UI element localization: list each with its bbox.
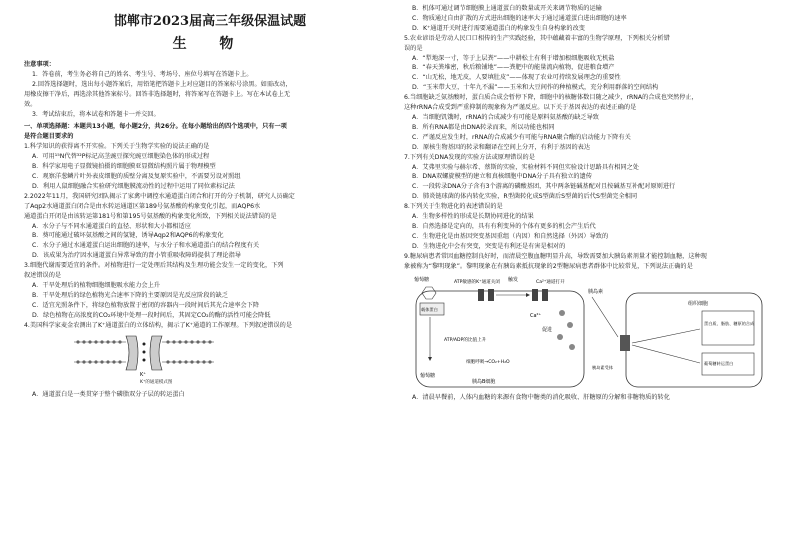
question-option: C．水分子通过水通道蛋白运出细胞的速率，与水分子和水通道蛋白的结合程度有关 [32,242,260,250]
trigger-label: 触发 [508,277,519,284]
signal-arrow [632,345,700,363]
ca-channel-left [532,289,538,301]
ca-open-label: Ca²⁺通道打开 [536,280,565,286]
insulin-diagram [412,273,772,391]
k-channel-figure [24,332,396,388]
question-stem: 1.科学知识的获得离不开实验。下列关于生物学实验的说法正确的是 [24,143,210,151]
exam-title: 邯郸市2023届高三年级保温试题 [113,14,307,29]
question-option: C．观察洋葱鳞片叶外表皮细胞的质壁分离及复原实验中，不需要另设对照组 [32,172,241,180]
question-option: A．“犁地深一寸，等于上层粪”——中耕松土有利于增加根细胞吸收无机盐 [412,54,615,62]
ca-label: Ca²⁺ [530,313,542,320]
ca-channel-right [542,289,548,301]
notice-item: 3．考试结束后，将本试卷和答题卡一并交回。 [32,110,160,118]
synthesis-box [702,311,754,345]
question-option: A．当细胞饥饿时，rRNA的合成减少有可能是原料氨基酸的缺乏导致 [412,113,599,121]
question-option: A．水分子与不同水通道蛋白的直径、形状和大小都相适应 [32,222,191,230]
metabolism-label: 细胞呼吸→CO₂+H₂O [466,360,510,366]
arrowhead [428,357,432,361]
question-option: B．所有RNA都是由DNA转录而来，所以功能也相同 [412,123,555,131]
glucose-bottom-label: 葡萄糖 [420,373,436,380]
question-option: D．原核生物基因的转录和翻译在空间上分开，有利于基因的表达 [412,143,591,151]
question-option: A．可用¹⁵N代替³²P标记高茎豌豆探究豌豆细胞染色体的形成过程 [32,153,210,161]
notice-item: 效。 [24,100,37,108]
question-option: D．K⁺通道开关时进行需要通道蛋白的构象发生自身构象的改变 [412,24,585,32]
question-stem: 4.美国科学家麦金农测出了K⁺通道蛋白的立体结构，揭示了K⁺通道的工作原理。下列叙述错误的是 [24,321,293,329]
question-option: D．肺炎链球菌的体内转化实验，R型菌转化成S型菌后S型菌的后代S型菌完全相同 [412,193,638,201]
glucose-left-label: 葡萄糖 [414,277,430,284]
k-channel-diagram [74,332,214,378]
question-option: C．严谨反应发生时，rRNA的合成减少有可能与RNA聚合酶的启动能力下降有关 [412,133,631,141]
receptor-label: 胰岛素受体 [592,365,613,371]
glucose-hexagon-icon [422,287,436,299]
question-option: A．清晨早餐前，人体内血糖的来源有食物中糖类的消化吸收、肝糖原的分解和非糖物质的转化 [412,394,670,402]
question-option: C．“山无松，地无皮，人要填肚皮”——体现了农业可持续发展理念的重要性 [412,74,621,82]
transporter-label: 载体蛋白 [421,307,438,313]
question-option: A．艾弗里实验与赫尔希、蔡斯的实验，实验材料不同但实验设计思路具有相同之处 [412,163,639,171]
question-option: C．适宜光照条件下，将绿色植物放置于密闭的容器内一段时间后其光合速率会下降 [32,301,260,309]
atp-k-label: ATP敏感的K⁺通道关闭 [454,280,500,286]
notice-item: 用橡皮擦干净后，再选涂其他答案标号。回答非选择题时，将答案写在答题卡上。写在本试卷上无 [24,90,291,98]
question-option: B．自然选择是定向的，具有有利变异的个体有更多的机会产生后代 [412,222,596,230]
question-stem: 3.细胞代谢需要适宜的条件。对植物进行一定处理后其结构及生理功能会发生一定的变化，下列 [24,262,284,270]
insulin-arrow [592,297,618,337]
atp-adp-label: ATP/ADP的比值上升 [444,338,487,344]
question-option: B．科学家用电子显微镜拍摄的细胞膜亚显微结构照片属于物理模型 [32,163,216,171]
question-stem: 了Aqp2水通道蛋白闭合是由水转运通道区第189号氨基酸的构象变化引起，而AQP6水 [24,202,261,210]
k-ions [143,343,146,362]
question-option: D．“玉米带大豆，十年九不漏”——玉米和大豆间作的种植模式，充分利用群落的空间结构 [412,84,659,92]
k-ion-label: K⁺ [140,372,146,379]
question-stem: 9.糖尿病患者常因血糖控制良好时，而清晨空腹血糖明显升高，导致需要加大胰岛素剂量才能控制血糖，这种现 [404,252,707,260]
section-heading: 是符合题目要求的 [24,133,74,141]
question-option: B．葵可能通过破坏氨基酸之间的氢键，诱导Aqp2和AQP6的构象变化 [32,232,224,240]
question-option: D．绿色植物在高浓度的CO₂环境中处理一段时间后，其固定CO₂的酶的活性可能会降低 [32,311,271,319]
question-option: A．干旱处理后的植物细胞细胞吸水能力会上升 [32,281,160,289]
question-option: A．生物多样性的形成是长期协同进化的结果 [412,213,534,221]
figure-caption: K⁺的通道模式图 [140,380,173,386]
b-cell-label: 胰岛B细胞 [472,379,496,386]
question-stem: 误的是 [404,44,423,52]
question-option: B．“春天粪堆密，秋后粮铺地”——粪肥中的能量流向植物，促进粮食增产 [412,64,615,72]
question-option: D．该成果为治疗因水通道蛋白异常导致的肾小管重吸收障碍提供了理论指导 [32,252,241,260]
arrowhead [526,293,530,297]
section-heading: 一、单项选择题：本题共13小题，每小题2分，共26分。在每小题给出的四个选项中，只有一项 [24,123,287,131]
question-option: A．通道蛋白是一类贯穿于整个磷脂双分子层的转运蛋白 [32,391,185,399]
question-stem: 这种rRNA合成受到严重抑制的现象称为严谨反应。以下关于基因表达的表述正确的是 [404,104,637,112]
question-stem: 7.下列有关DNA发现的实验方法或原理错误的是 [404,153,535,161]
notice-item: 1．答卷前，考生务必将自己的姓名、考生号、考场号、座位号填写在答题卡上。 [32,70,253,78]
right-column [404,4,782,403]
question-option: B．DNA双螺旋模型的建立和真核细胞中DNA分子具有独立的遗传 [412,173,592,181]
glut-label: 葡萄糖转运蛋白 [704,361,734,367]
question-stem: 6.当细胞缺乏氨基酸时，蛋白质合成会暂停下降，细胞中的核糖体数目随之减少，rRNA的合成也突然停止， [404,94,698,102]
question-option: B．干旱处理后的绿色植物光合速率下降的主要原因是光反应阶段的缺乏 [32,291,229,299]
k-channel-left [478,289,484,301]
question-option: C．物质通过自由扩散的方式进出细胞的速率大于通过通道蛋白进出细胞的速率 [412,14,627,22]
k-channel-right [488,289,494,301]
promote-label: 促进 [542,327,553,334]
insulin-label: 胰岛素 [588,289,604,296]
question-stem: 通道蛋白开闭是由该转运第181号和第195号氨基酸的构象变化所致，下列相关说法错误的是 [24,212,277,220]
notice-heading: 注意事项： [24,61,55,68]
question-option: C．一段转录DNA分子含有3个游离的磷酸基团，其中两条链碱基配对且按碱基互补配对原则进行 [412,183,676,191]
question-stem: 5.农业谚语是劳动人民口口相传的生产实践经验，其中蕴藏着丰富的生物学原理，下列相关分析错 [404,34,670,42]
question-option: D．利用人鼠细胞融合实验研究细胞膜流动性的过程中运用了同位素标记法 [32,182,235,190]
question-stem: 2.2022年11月，我国研究团队揭示了家禽中调控水通道蛋白闭合和打开的分子机制，研究人员确定 [24,192,295,200]
question-option: C．生物进化是由基因突变基因重组（内因）和自然选择（外因）导致的 [412,232,609,240]
insulin-receptor [620,335,630,351]
question-stem: 8.下列关于生物进化的表述错误的是 [404,203,503,211]
insulin-vesicles [557,310,575,350]
question-option: D．生物进化中会有突变，突变是有利还是有害是相对的 [412,242,566,250]
insulin-secretion-figure [404,273,782,391]
tissue-label: 组织细胞 [688,301,709,308]
question-option: B．机体可通过调节细胞膜上通道蛋白的数量或开关来调节物质的运输 [412,5,602,12]
question-stem: 叙述错误的是 [24,272,62,280]
synthesis-label: 蛋白质、脂肪、糖原的合成 [704,321,755,327]
question-stem: 象被称为“黎明现象”。黎明现象在有胰岛素抵抗现象的2型糖尿病患者群体中比较常见，下列说法正确的是 [404,262,693,270]
exam-subject: 生 物 [172,36,248,52]
left-column [24,10,396,400]
notice-item: 2.回答选择题时，选出每小题答案后，用铅笔把答题卡上对应题目的答案标号涂黑。如需改动， [32,80,292,88]
signal-arrow [632,329,700,343]
